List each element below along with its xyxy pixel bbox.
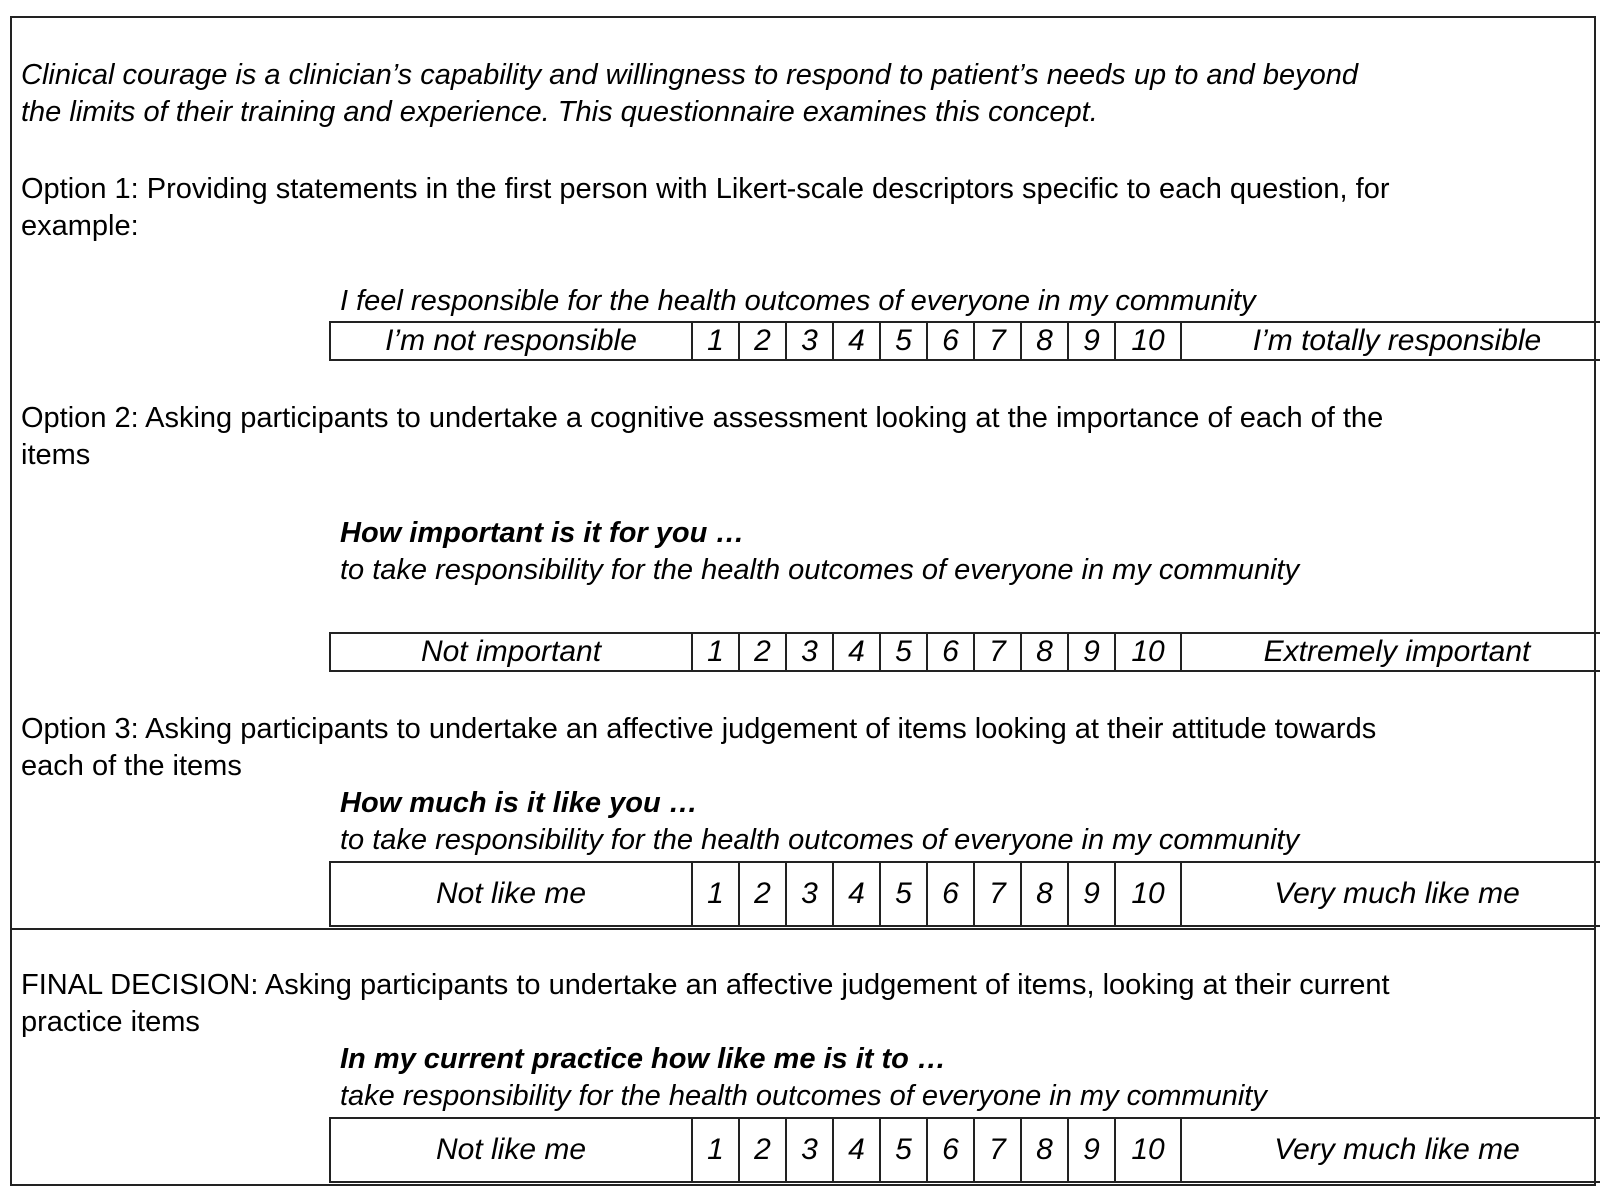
- scale-point-5[interactable]: 5: [880, 633, 927, 671]
- scale-point-10[interactable]: 10: [1115, 322, 1181, 360]
- scale-point-7[interactable]: 7: [974, 633, 1021, 671]
- scale-point-3[interactable]: 3: [786, 633, 833, 671]
- scale-point-7[interactable]: 7: [974, 1118, 1021, 1182]
- scale-point-8[interactable]: 8: [1021, 862, 1068, 926]
- scale-point-6[interactable]: 6: [927, 322, 974, 360]
- scale-point-5[interactable]: 5: [880, 862, 927, 926]
- scale-left-label: Not like me: [330, 862, 692, 926]
- scale-point-1[interactable]: 1: [692, 322, 739, 360]
- scale-point-8[interactable]: 8: [1021, 633, 1068, 671]
- scale-point-4[interactable]: 4: [833, 322, 880, 360]
- scale-point-10[interactable]: 10: [1115, 862, 1181, 926]
- scale-point-6[interactable]: 6: [927, 633, 974, 671]
- option2-prompt: How important is it for you …: [340, 517, 745, 549]
- scale-point-1[interactable]: 1: [692, 633, 739, 671]
- option1-likert-scale: [329, 321, 1600, 361]
- option1-statement: I feel responsible for the health outcomes of everyone in my community: [340, 285, 1256, 317]
- scale-left-label: Not important: [330, 633, 692, 671]
- option3-statement: to take responsibility for the health outcomes of everyone in my community: [340, 824, 1300, 856]
- intro-line-1: Clinical courage is a clinician’s capability and willingness to respond to patient’s needs up to and beyond: [21, 59, 1358, 91]
- scale-point-2[interactable]: 2: [739, 322, 786, 360]
- option3-likert-scale: [329, 861, 1600, 927]
- option2-statement: to take responsibility for the health outcomes of everyone in my community: [340, 554, 1300, 586]
- section-divider: [10, 928, 1596, 930]
- scale-point-2[interactable]: 2: [739, 862, 786, 926]
- scale-right-label: I’m totally responsible: [1181, 322, 1600, 360]
- scale-point-10[interactable]: 10: [1115, 633, 1181, 671]
- option3-prompt: How much is it like you …: [340, 787, 698, 819]
- scale-point-7[interactable]: 7: [974, 322, 1021, 360]
- scale-right-label: Very much like me: [1181, 862, 1600, 926]
- scale-point-10[interactable]: 10: [1115, 1118, 1181, 1182]
- scale-left-label: Not like me: [330, 1118, 692, 1182]
- option3-heading-line-1: Option 3: Asking participants to undertake an affective judgement of items looking at their attitude towards: [21, 713, 1377, 745]
- scale-point-9[interactable]: 9: [1068, 322, 1115, 360]
- option1-heading-line-2: example:: [21, 210, 139, 242]
- option2-heading-line-2: items: [21, 439, 91, 471]
- scale-point-2[interactable]: 2: [739, 633, 786, 671]
- scale-point-7[interactable]: 7: [974, 862, 1021, 926]
- scale-point-8[interactable]: 8: [1021, 322, 1068, 360]
- scale-point-3[interactable]: 3: [786, 322, 833, 360]
- scale-point-1[interactable]: 1: [692, 1118, 739, 1182]
- scale-point-9[interactable]: 9: [1068, 862, 1115, 926]
- scale-point-9[interactable]: 9: [1068, 1118, 1115, 1182]
- scale-point-8[interactable]: 8: [1021, 1118, 1068, 1182]
- final-likert-scale: [329, 1117, 1600, 1183]
- option1-heading-line-1: Option 1: Providing statements in the first person with Likert-scale descriptors specific to each question, for: [21, 173, 1390, 205]
- option2-heading-line-1: Option 2: Asking participants to undertake a cognitive assessment looking at the importance of each of the: [21, 402, 1384, 434]
- scale-right-label: Extremely important: [1181, 633, 1600, 671]
- scale-point-4[interactable]: 4: [833, 862, 880, 926]
- scale-point-2[interactable]: 2: [739, 1118, 786, 1182]
- intro-line-2: the limits of their training and experience. This questionnaire examines this concept.: [21, 96, 1098, 128]
- scale-point-1[interactable]: 1: [692, 862, 739, 926]
- scale-point-6[interactable]: 6: [927, 1118, 974, 1182]
- scale-right-label: Very much like me: [1181, 1118, 1600, 1182]
- scale-point-5[interactable]: 5: [880, 1118, 927, 1182]
- scale-point-9[interactable]: 9: [1068, 633, 1115, 671]
- scale-point-3[interactable]: 3: [786, 862, 833, 926]
- scale-point-3[interactable]: 3: [786, 1118, 833, 1182]
- final-heading-line-2: practice items: [21, 1006, 200, 1038]
- scale-left-label: I’m not responsible: [330, 322, 692, 360]
- option2-likert-scale: [329, 632, 1600, 672]
- option3-heading-line-2: each of the items: [21, 750, 242, 782]
- scale-point-5[interactable]: 5: [880, 322, 927, 360]
- final-heading-line-1: FINAL DECISION: Asking participants to undertake an affective judgement of items, looking at their current: [21, 969, 1390, 1001]
- scale-point-4[interactable]: 4: [833, 633, 880, 671]
- final-prompt: In my current practice how like me is it to …: [340, 1043, 946, 1075]
- scale-point-6[interactable]: 6: [927, 862, 974, 926]
- scale-point-4[interactable]: 4: [833, 1118, 880, 1182]
- final-statement: take responsibility for the health outcomes of everyone in my community: [340, 1080, 1267, 1112]
